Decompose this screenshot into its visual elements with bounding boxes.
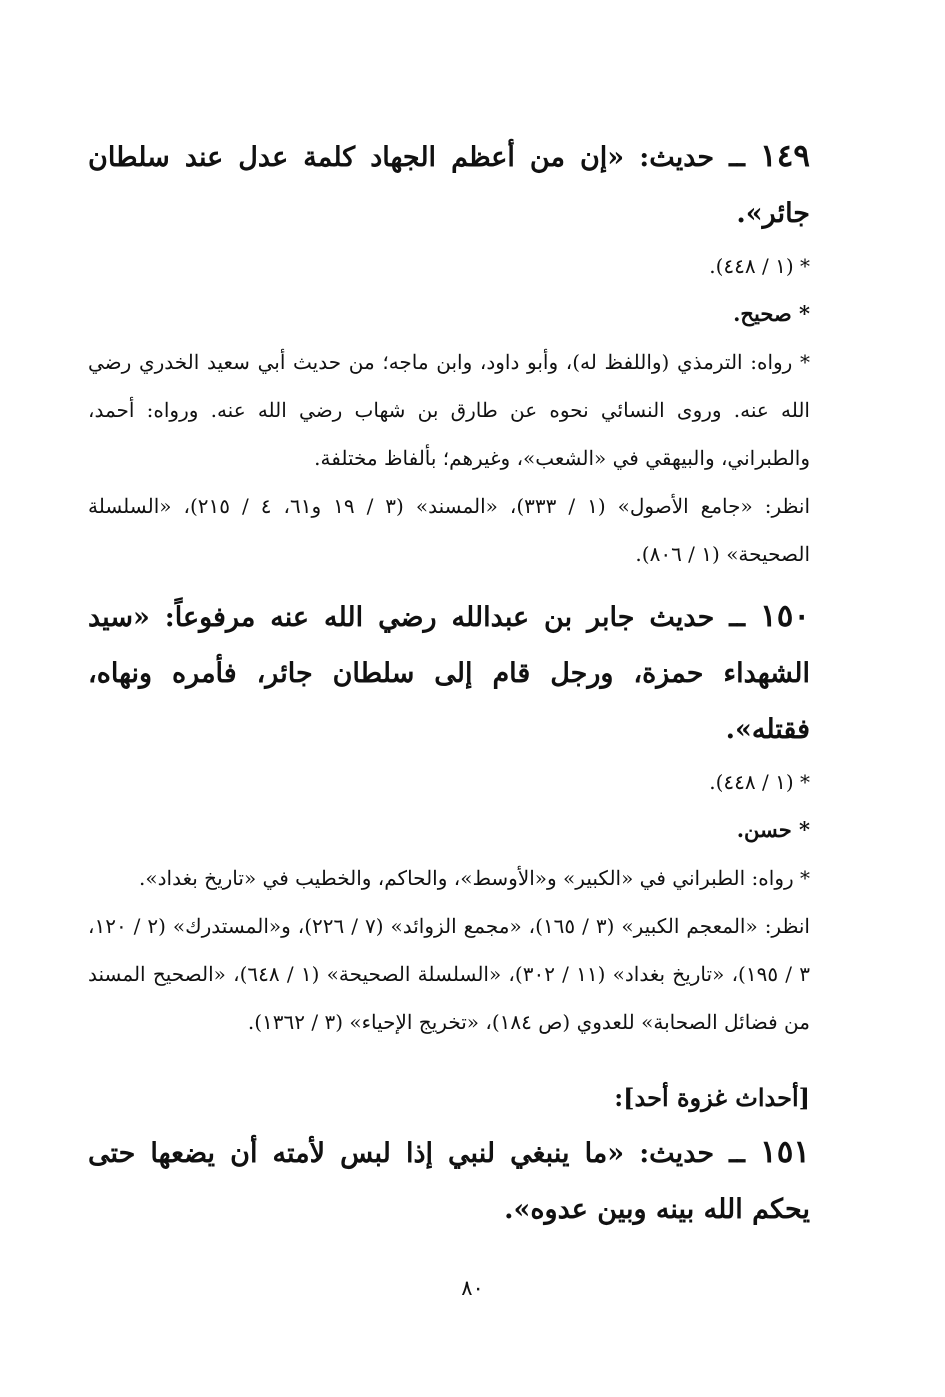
hadith-149-see-also: انظر: «جامع الأصول» (١ / ٣٣٣)، «المسند» (٣ / ١٩ و٦١، ٤ / ٢١٥)، «السلسلة الصحيحة» (١ / ٨٠٦). xyxy=(88,494,811,566)
hadith-149-narration: * رواه: الترمذي (واللفظ له)، وأبو داود، وابن ماجه؛ من حديث أبي سعيد الخدري رضي الله عنه. وروى النسائي نحوه عن طارق بن شهاب رضي الله عنه. ورواه: أحمد، والطبراني، والبيهقي في «الشعب»، وغيرهم؛ بألفاظ مختلفة. xyxy=(88,350,810,470)
hadith-149-reference: * (١ / ٤٤٨). xyxy=(709,254,810,278)
hadith-150-text: ــ حديث جابر بن عبدالله رضي الله عنه مرفوعاً: «سيد الشهداء حمزة، ورجل قام إلى سلطان جائر، فأمره ونهاه، فقتله». xyxy=(88,602,810,745)
hadith-150-number: ١٥٠ xyxy=(760,598,810,634)
hadith-151-number: ١٥١ xyxy=(760,1134,810,1170)
hadith-151-text: ــ حديث: «ما ينبغي لنبي إذا لبس لأمته أن يضعها حتى يحكم الله بينه وبين عدوه». xyxy=(88,1138,810,1225)
hadith-149-grade: * صحيح. xyxy=(733,301,810,326)
hadith-149-text: ــ حديث: «إن من أعظم الجهاد كلمة عدل عند سلطان جائر». xyxy=(88,142,810,229)
hadith-149-title xyxy=(88,128,810,242)
hadith-150-title xyxy=(88,588,810,758)
hadith-150-see-also: انظر: «المعجم الكبير» (٣ / ١٦٥)، «مجمع الزوائد» (٧ / ٢٢٦)، و«المستدرك» (٢ / ١٢٠، ٣ / ١٩٥)، «تاريخ بغداد» (١١ / ٣٠٢)، «السلسلة الصحيحة» (١ / ٦٤٨)، «الصحيح المسند من فضائل الصحابة» للعدوي (ص ١٨٤)، «تخريج الإحياء» (٣ / ١٣٦٢). xyxy=(88,914,811,1034)
hadith-150-reference: * (١ / ٤٤٨). xyxy=(709,770,810,794)
hadith-149-number: ١٤٩ xyxy=(760,138,810,174)
hadith-151-title xyxy=(88,1124,810,1238)
page-body xyxy=(88,128,810,1238)
section-heading: [أحداث غزوة أحد]: xyxy=(614,1083,810,1112)
page-number: ٨٠ xyxy=(461,1276,484,1300)
hadith-150-narration: * رواه: الطبراني في «الكبير» و«الأوسط»، والحاكم، والخطيب في «تاريخ بغداد». xyxy=(139,866,810,890)
hadith-150-grade: * حسن. xyxy=(736,817,810,842)
